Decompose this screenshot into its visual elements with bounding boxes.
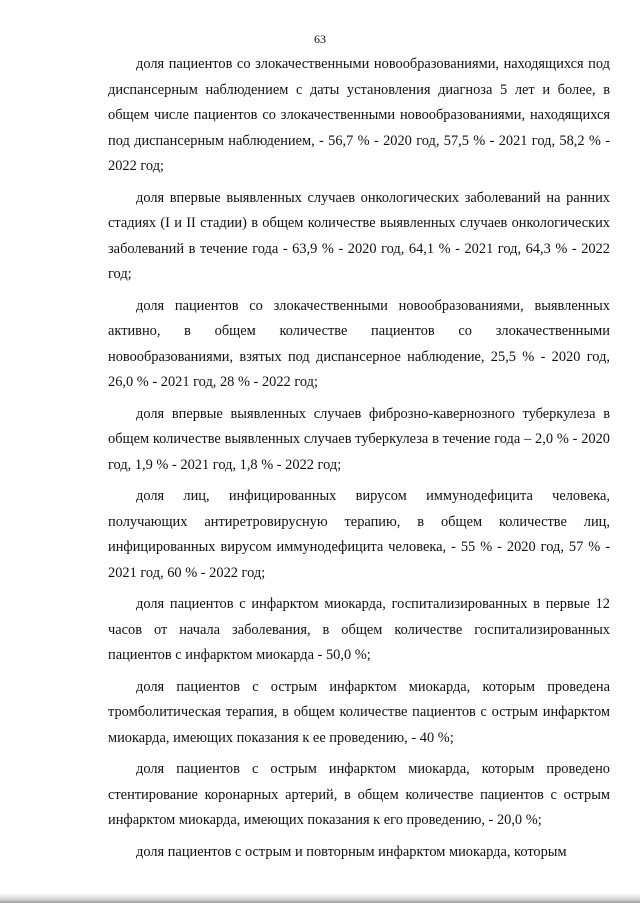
document-body — [108, 52, 610, 871]
page-number: 63 — [314, 32, 326, 46]
paragraph-stenting: доля пациентов с острым инфарктом миокарда, которым проведено стентирование коронарных артерий, в общем количестве пациентов с острым инфарктом миокарда, имеющих показания к его проведению, - 20,0 %; — [108, 761, 610, 828]
paragraph-early-stage-oncology: доля впервые выявленных случаев онкологических заболеваний на ранних стадиях (I и II стадии) в общем количестве выявленных случаев онкологических заболеваний в течение года - 63,9 % - 2020 год, 64,1 % - 2021 год, 64,3 % - 2022 год; — [108, 189, 610, 282]
paragraph-tuberculosis: доля впервые выявленных случаев фиброзно-кавернозного туберкулеза в общем количестве выявленных случаев туберкулеза в течение года – 2,0 % - 2020 год, 1,9 % - 2021 год, 1,8 % - 2022 год; — [108, 405, 610, 473]
paragraph-hiv-therapy: доля лиц, инфицированных вирусом иммунодефицита человека, получающих антиретровирусную терапию, в общем количестве лиц, инфицированных вирусом иммунодефицита человека, - 55 % - 2020 год, 57 % - 2021 год, 60 % - 2022 год; — [108, 488, 610, 581]
paragraph-actively-detected: доля пациентов со злокачественными новообразованиями, выявленных активно, в общем количестве пациентов со злокачественными новообразованиями, взятых под диспансерное наблюдение, 25,5 % - 2020 год, 26,0 % - 2021 год, 28 % - 2022 год; — [108, 297, 610, 390]
paragraph-infarction-hospitalized: доля пациентов с инфарктом миокарда, госпитализированных в первые 12 часов от начала заболевания, в общем количестве госпитализированных пациентов с инфарктом миокарда - 50,0 %; — [108, 596, 610, 663]
paragraph-malignant-dispensary: доля пациентов со злокачественными новообразованиями, находящихся под диспансерным наблюдением с даты установления диагноза 5 лет и более, в общем числе пациентов со злокачественными новообразованиями, находящихся под диспансерным наблюдением, - 56,7 % - 2020 год, 57,5 % - 2021 год, 58,2 % - 2022 год; — [108, 56, 610, 174]
paragraph-thrombolytic-therapy: доля пациентов с острым инфарктом миокарда, которым проведена тромболитическая терапия, в общем количестве пациентов с острым инфарктом миокарда, имеющих показания к ее проведению, - 40 %; — [108, 678, 610, 746]
scan-edge-shadow — [0, 893, 640, 903]
paragraph-repeat-infarction: доля пациентов с острым и повторным инфарктом миокарда, которым — [136, 843, 567, 860]
